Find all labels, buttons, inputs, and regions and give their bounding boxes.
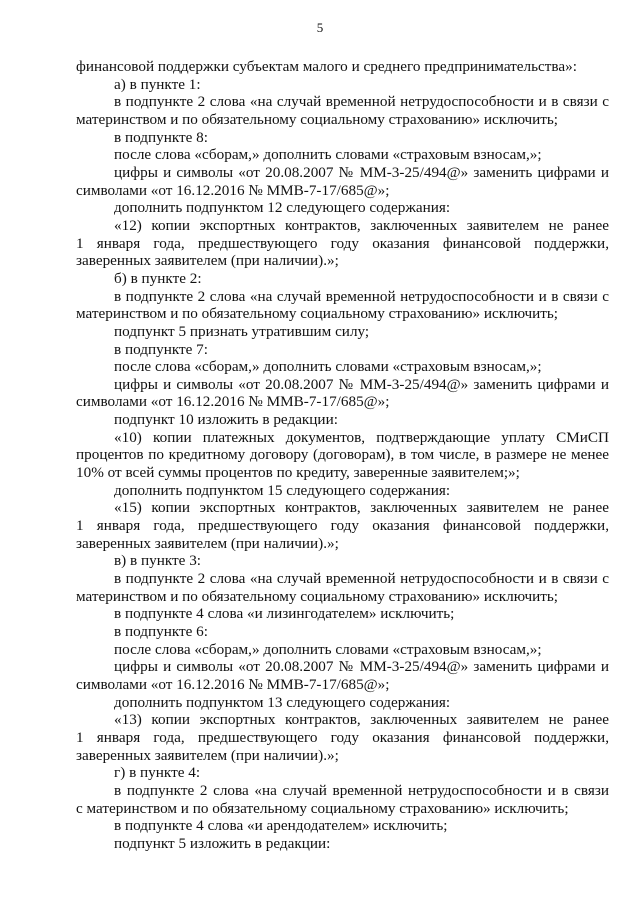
document-line: процентов по кредитному договору (договорам), в том числе, в размере не менее — [76, 446, 609, 464]
document-line: заверенных заявителем (при наличии).»; — [76, 534, 339, 552]
document-line: цифры и символы «от 20.08.2007 № ММ-3-25/494@» заменить цифрами и — [114, 163, 609, 181]
document-line: символами «от 16.12.2016 № ММВ-7-17/685@»; — [76, 393, 390, 411]
document-line: «15) копии экспортных контрактов, заключенных заявителем не ранее — [114, 499, 609, 517]
document-body — [76, 58, 609, 853]
document-line: б) в пункте 2: — [114, 269, 202, 287]
document-line: в подпункте 4 слова «и арендодателем» исключить; — [114, 817, 448, 835]
document-line: дополнить подпунктом 15 следующего содержания: — [114, 481, 451, 499]
document-line: в подпункте 6: — [114, 623, 208, 640]
document-line: 1 января года, предшествующего году оказания финансовой поддержки, — [76, 517, 609, 535]
document-line: символами «от 16.12.2016 № ММВ-7-17/685@»; — [76, 181, 390, 199]
document-line: в подпункте 8: — [114, 128, 208, 146]
document-line: после слова «сборам,» дополнить словами «страховым взносам,»; — [114, 146, 542, 164]
document-line: подпункт 10 изложить в редакции: — [114, 411, 338, 429]
document-line: дополнить подпунктом 12 следующего содержания: — [114, 199, 451, 217]
document-line: в подпункте 2 слова «на случай временной нетрудоспособности и в связи — [114, 781, 609, 799]
document-line: после слова «сборам,» дополнить словами «страховым взносам,»; — [114, 640, 542, 658]
document-line: подпункт 5 изложить в редакции: — [114, 834, 331, 852]
document-line: заверенных заявителем (при наличии).»; — [76, 746, 339, 764]
document-line: в подпункте 7: — [114, 340, 208, 358]
document-line: цифры и символы «от 20.08.2007 № ММ-3-25/494@» заменить цифрами и — [114, 375, 609, 393]
document-line: в подпункте 2 слова «на случай временной нетрудоспособности и в связи с — [114, 570, 609, 588]
document-line: 1 января года, предшествующего году оказания финансовой поддержки, — [76, 234, 609, 252]
document-line: материнством и по обязательному социальному страхованию» исключить; — [76, 587, 559, 605]
document-line: г) в пункте 4: — [114, 764, 201, 782]
document-line: в подпункте 2 слова «на случай временной нетрудоспособности и в связи с — [114, 287, 609, 305]
document-line: в) в пункте 3: — [114, 552, 202, 570]
document-line: а) в пункте 1: — [114, 75, 201, 93]
page-number: 5 — [316, 20, 324, 35]
document-line: в подпункте 2 слова «на случай временной нетрудоспособности и в связи с — [114, 93, 609, 111]
document-line: заверенных заявителем (при наличии).»; — [76, 252, 339, 270]
document-line: после слова «сборам,» дополнить словами «страховым взносам,»; — [114, 358, 542, 376]
document-line: 10% от всей суммы процентов по кредиту, заверенные заявителем;»; — [76, 464, 520, 482]
document-line: материнством и по обязательному социальному страхованию» исключить; — [76, 305, 559, 323]
document-line: подпункт 5 признать утратившим силу; — [114, 322, 370, 340]
document-line: дополнить подпунктом 13 следующего содержания: — [114, 693, 451, 711]
document-line: символами «от 16.12.2016 № ММВ-7-17/685@»; — [76, 675, 390, 693]
document-line: в подпункте 4 слова «и лизингодателем» исключить; — [114, 605, 455, 623]
document-line: с материнством и по обязательному социальному страхованию» исключить; — [76, 799, 569, 817]
document-line: «13) копии экспортных контрактов, заключенных заявителем не ранее — [114, 711, 609, 729]
document-line: 1 января года, предшествующего году оказания финансовой поддержки, — [76, 728, 609, 746]
document-line: «10) копии платежных документов, подтверждающие уплату СМиСП — [114, 428, 609, 446]
document-line: цифры и символы «от 20.08.2007 № ММ-3-25/494@» заменить цифрами и — [114, 658, 609, 676]
document-line: финансовой поддержки субъектам малого и среднего предпринимательства»: — [76, 58, 577, 75]
document-line: «12) копии экспортных контрактов, заключенных заявителем не ранее — [114, 216, 609, 234]
document-line: материнством и по обязательному социальному страхованию» исключить; — [76, 110, 559, 128]
